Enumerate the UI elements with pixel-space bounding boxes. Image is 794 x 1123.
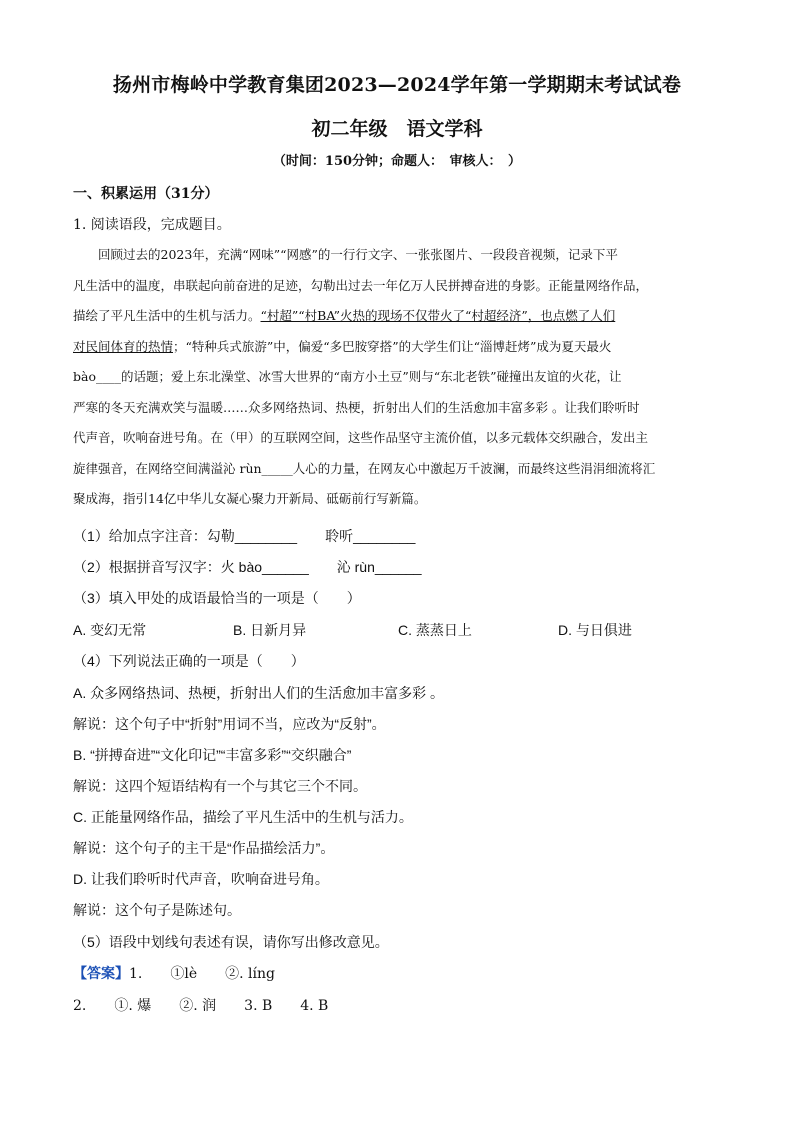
explanation-d: 解说：这个句子是陈述句。 [73,902,241,918]
passage-line: 凡生活中的温度，串联起向前奋进的足迹，勾勒出过去一年亿万人民拼搏奋进的身影。正能量网络作品， [73,277,649,293]
passage-text: ；“特种兵式旅游”中，偏爱“多巴胺穿搭”的大学生们让“淄博赶烤”成为夏天最火 [173,338,612,354]
explanation-a: 解说：这个句子中“折射”用词不当，应改为“反射”。 [73,716,386,732]
exam-subtitle: 初二年级 语文学科 [311,118,483,140]
underlined-sentence: “村超”“村BA”火热的现场不仅带火了“村超经济”，也点燃了人们 [260,308,616,323]
reading-passage [73,240,723,515]
answer-line-1 [73,963,723,983]
answer-tag: 【答案】 [73,966,129,982]
option-d: D. 与日俱进 [558,622,632,638]
sub-question-5: （5）语段中划线句表述有误，请你写出修改意见。 [73,934,389,950]
sub-question-3: （3）填入甲处的成语最恰当的一项是（ ） [73,590,361,606]
exam-title: 扬州市梅岭中学教育集团2023—2024学年第一学期期末考试试卷 [112,74,682,96]
answer-line-2: 2. ①. 爆 ②. 润 3. B 4. B [73,998,329,1014]
sub-question-1: （1）给加点字注音：勾勒________ 聆听________ [73,528,416,544]
passage-line: bào____的话题；爱上东北澡堂、冰雪大世界的“南方小土豆”则与“东北老铁”碰撞出友谊的火花，让 [73,369,622,384]
sub-question-4: （4）下列说法正确的一项是（ ） [73,653,305,669]
answer-text: 1. ①lè ②. líng [129,966,275,982]
passage-line [73,332,723,363]
explanation-b: 解说：这四个短语结构有一个与其它三个不同。 [73,778,367,794]
choice-a: A. 众多网络热词、热梗，折射出人们的生活愈加丰富多彩 。 [73,685,445,701]
option-b: B. 日新月异 [233,622,307,638]
choice-b: B. “拼搏奋进”“文化印记”“丰富多彩”“交织融合” [73,747,352,763]
choice-d: D. 让我们聆听时代声音，吹响奋进号角。 [73,871,329,887]
underlined-sentence: 对民间体育的热情 [73,338,174,354]
option-a: A. 变幻无常 [73,622,147,638]
passage-text: 描绘了平凡生活中的生机与活力。 [73,308,261,323]
passage-line: 严寒的冬天充满欢笑与温暖……众多网络热词、热梗，折射出人们的生活愈加丰富多彩 。让我们聆听时 [73,399,640,415]
passage-line: 聚成海，指引14亿中华儿女凝心聚力开新局、砥砺前行写新篇。 [73,491,427,506]
option-c: C. 蒸蒸日上 [398,622,472,638]
explanation-c: 解说：这个句子的主干是“作品描绘活力”。 [73,840,335,856]
passage-line [73,301,723,332]
choice-c: C. 正能量网络作品，描绘了平凡生活中的生机与活力。 [73,809,413,825]
exam-meta: （时间：150分钟；命题人： 审核人： ） [272,154,522,169]
passage-line: 代声音，吹响奋进号角。在（甲）的互联网空间，这些作品坚守主流价值，以多元载体交织融合，发出主 [73,430,649,445]
section-heading: 一、积累运用（31分） [73,186,219,202]
question-1-intro: 1. 阅读语段，完成题目。 [73,217,231,233]
sub-question-2: （2）根据拼音写汉字：火 bào______ 沁 rùn______ [73,559,422,575]
passage-line: 回顾过去的2023年，充满“网味”“网感”的一行行文字、一张张图片、一段段音视频，记录下平 [73,247,618,262]
passage-line: 旋律强音，在网络空间满溢沁 rùn_____人心的力量，在网友心中激起万千波澜，而最终这些涓涓细流将汇 [73,460,656,476]
